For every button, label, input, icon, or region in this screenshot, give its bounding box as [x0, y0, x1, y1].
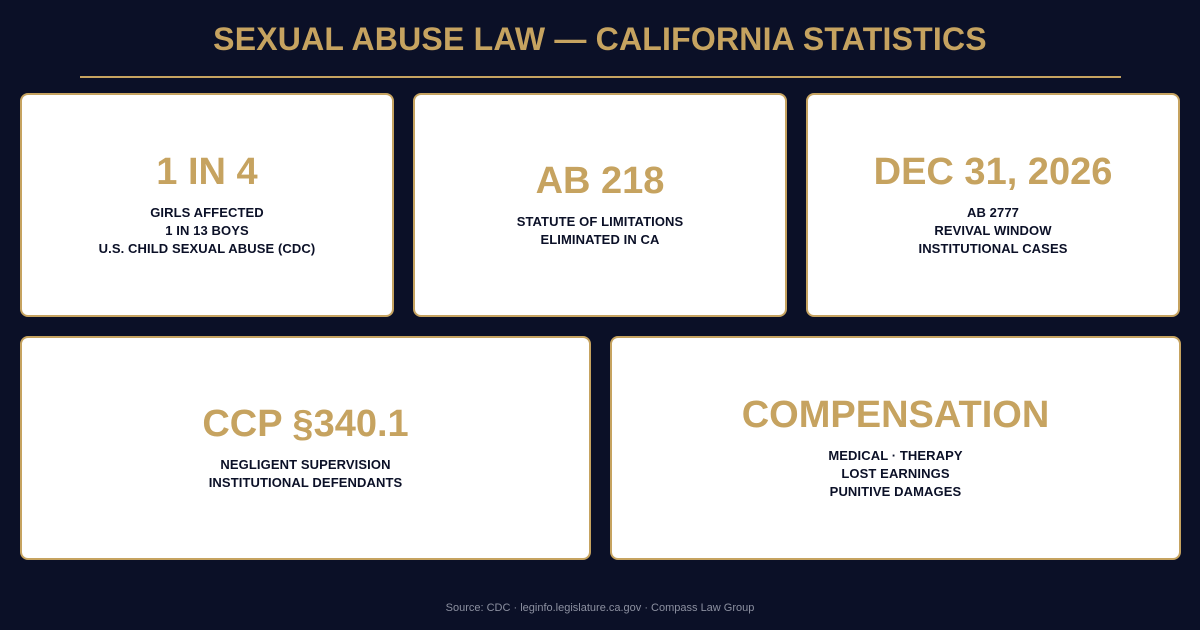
stat-line: INSTITUTIONAL CASES: [918, 240, 1068, 256]
stat-value: 1 IN 4: [156, 151, 258, 194]
stat-card-ab-218: [413, 93, 787, 317]
page-title: SEXUAL ABUSE LAW — CALIFORNIA STATISTICS: [213, 21, 987, 57]
stat-description: [517, 213, 684, 249]
stat-value: DEC 31, 2026: [873, 151, 1113, 194]
source-footer: Source: CDC · leginfo.legislature.ca.gov · Compass Law Group: [445, 602, 755, 614]
stat-card-compensation: [610, 336, 1181, 560]
stat-line: REVIVAL WINDOW: [934, 222, 1052, 238]
stat-line: GIRLS AFFECTED: [150, 204, 264, 220]
stat-description: [918, 204, 1067, 258]
stat-line: STATUTE OF LIMITATIONS: [516, 213, 684, 229]
title-divider: [80, 76, 1121, 78]
stat-value: CCP §340.1: [202, 403, 409, 446]
stat-description: [99, 204, 316, 258]
stat-line: AB 2777: [966, 204, 1019, 220]
stat-line: PUNITIVE DAMAGES: [829, 483, 962, 499]
stat-card-ccp-340-1: [20, 336, 591, 560]
stat-line: MEDICAL · THERAPY: [828, 447, 963, 463]
stat-line: 1 IN 13 BOYS: [165, 222, 249, 238]
stat-value: AB 218: [535, 160, 665, 203]
stat-line: NEGLIGENT SUPERVISION: [220, 456, 391, 472]
stat-description: [828, 447, 962, 501]
stat-line: INSTITUTIONAL DEFENDANTS: [208, 474, 403, 490]
stat-line: U.S. CHILD SEXUAL ABUSE (CDC): [98, 240, 316, 256]
stat-value: COMPENSATION: [741, 394, 1050, 437]
stat-card-1-in-4: [20, 93, 394, 317]
stat-line: ELIMINATED IN CA: [540, 231, 660, 247]
stat-card-dec-31-2026: [806, 93, 1180, 317]
stat-description: [209, 456, 403, 492]
stat-line: LOST EARNINGS: [841, 465, 950, 481]
